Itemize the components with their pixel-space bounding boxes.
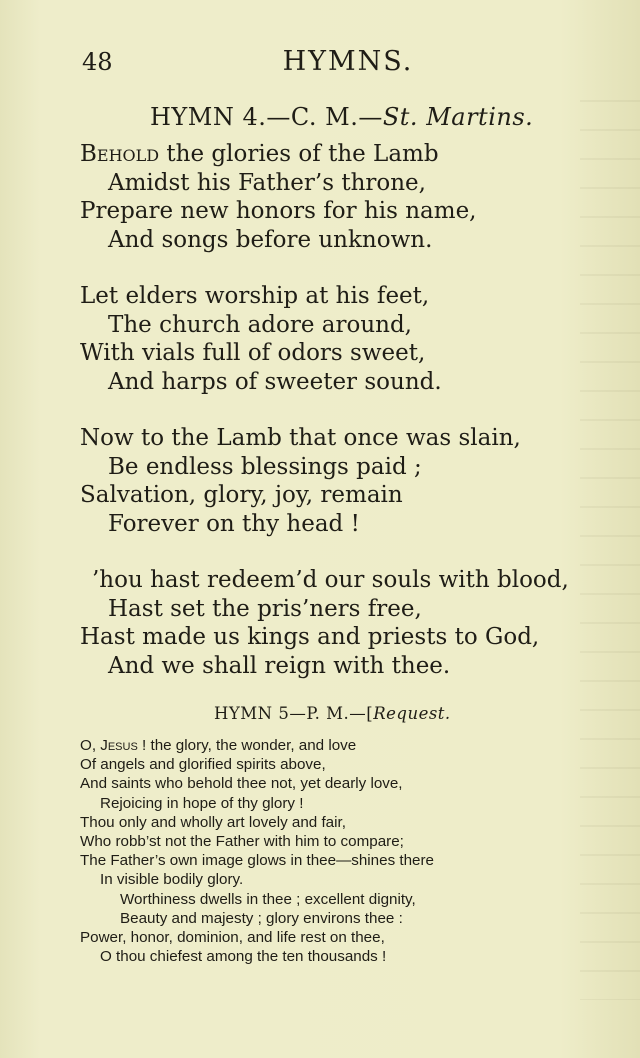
verse-line: Now to the Lamb that once was slain,	[80, 425, 521, 451]
verse-line: The Father’s own image glows in thee—shines there	[80, 852, 434, 870]
verse-line: Who robb’st not the Father with him to compare;	[80, 833, 404, 851]
verse-line: With vials full of odors sweet,	[80, 340, 426, 366]
verse-line: In visible bodily glory.	[100, 871, 244, 889]
verse-line: The church adore around,	[108, 311, 412, 338]
verse-line: Hast set the pris’ners free,	[108, 595, 422, 622]
page-number: 48	[82, 48, 113, 76]
hymn-5-tune: Request.	[373, 704, 451, 723]
verse-line: Amidst his Father’s throne,	[108, 169, 426, 196]
hymn-4-body	[80, 140, 620, 708]
verse-line: Of angels and glorified spirits above,	[80, 756, 326, 774]
hymn-5-body	[80, 736, 600, 966]
verse-line: And saints who behold thee not, yet dearly love,	[80, 775, 403, 793]
verse-line: Salvation, glory, joy, remain	[80, 482, 403, 508]
hymn-4-stanza-4	[80, 566, 620, 680]
hymn-4-stanza-3	[80, 424, 620, 538]
hymn-4-title-prefix: HYMN 4.—C. M.—	[150, 103, 383, 131]
verse-line: Hast made us kings and priests to God,	[80, 624, 540, 650]
verse-line: Be endless blessings paid ;	[108, 453, 422, 480]
verse-line: Rejoicing in hope of thy glory !	[100, 794, 304, 812]
drop-word: O, Jesus !	[80, 737, 147, 754]
verse-line: Forever on thy head !	[108, 510, 360, 537]
hymn-4-title	[150, 103, 533, 131]
verse-line: Thou only and wholly art lovely and fair,	[80, 813, 346, 831]
verse-line: Prepare new honors for his name,	[80, 198, 477, 224]
verse-line: Beauty and majesty ; glory environs thee :	[120, 909, 403, 927]
hymn-4-stanza-2	[80, 282, 620, 396]
verse-line: ’hou hast redeem’d our souls with blood,	[92, 567, 569, 593]
verse-line: And harps of sweeter sound.	[108, 368, 442, 395]
page-header	[0, 44, 640, 84]
verse-line: Worthiness dwells in thee ; excellent dignity,	[120, 890, 416, 908]
verse-line	[80, 736, 600, 755]
verse-line	[80, 140, 620, 169]
drop-word: Behold	[80, 141, 160, 167]
verse-line: And we shall reign with thee.	[108, 652, 451, 679]
hymn-5-title-prefix: HYMN 5—P. M.—[	[214, 704, 374, 723]
verse-line-rest: the glory, the wonder, and love	[146, 737, 357, 754]
verse-line-rest: the glories of the Lamb	[159, 141, 439, 167]
hymn-4-stanza-1	[80, 140, 620, 254]
hymn-4-tune: St. Martins.	[382, 103, 534, 131]
hymn-5-title	[214, 704, 451, 723]
verse-line: Power, honor, dominion, and life rest on thee,	[80, 929, 385, 947]
running-title: HYMNS.	[282, 46, 414, 77]
verse-line: O thou chiefest among the ten thousands !	[100, 948, 387, 966]
verse-line: And songs before unknown.	[108, 226, 433, 253]
verse-line: Let elders worship at his feet,	[80, 283, 430, 309]
